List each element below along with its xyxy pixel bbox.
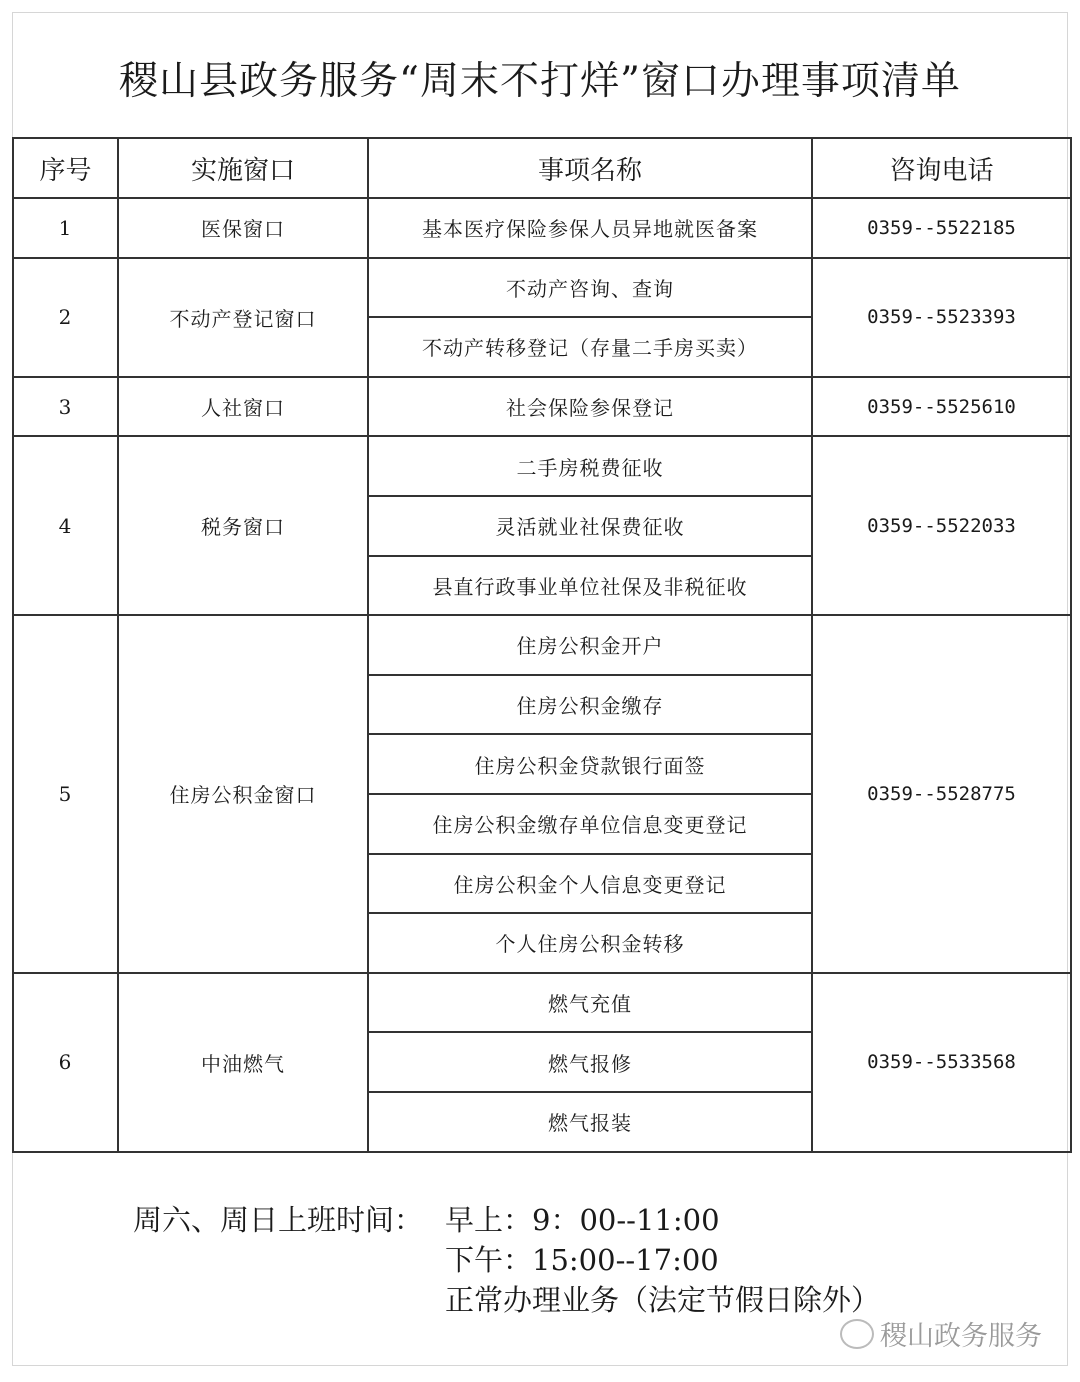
service-window: 中油燃气 xyxy=(118,973,368,1152)
hours-note: 正常办理业务（法定节假日除外） xyxy=(445,1283,881,1317)
service-window: 人社窗口 xyxy=(118,377,368,437)
table-row xyxy=(13,258,1071,318)
service-item: 燃气充值 xyxy=(368,973,812,1033)
service-item: 县直行政事业单位社保及非税征收 xyxy=(368,556,812,616)
service-table xyxy=(12,137,1072,1153)
watermark xyxy=(840,1314,1042,1353)
wechat-icon xyxy=(840,1319,874,1349)
contact-phone: 0359--5523393 xyxy=(812,258,1071,377)
contact-phone: 0359--5525610 xyxy=(812,377,1071,437)
watermark-text: 稷山政务服务 xyxy=(880,1321,1042,1352)
table-header-row xyxy=(13,138,1071,198)
service-item: 住房公积金缴存单位信息变更登记 xyxy=(368,794,812,854)
service-item: 燃气报装 xyxy=(368,1092,812,1152)
service-item: 基本医疗保险参保人员异地就医备案 xyxy=(368,198,812,258)
header-item: 事项名称 xyxy=(368,138,812,198)
service-item: 不动产咨询、查询 xyxy=(368,258,812,318)
table-row xyxy=(13,973,1071,1033)
table-row xyxy=(13,198,1071,258)
contact-phone: 0359--5533568 xyxy=(812,973,1071,1152)
row-number: 3 xyxy=(13,377,118,437)
document-title: 稷山县政务服务“周末不打烊”窗口办理事项清单 xyxy=(119,59,961,104)
contact-phone: 0359--5528775 xyxy=(812,615,1071,973)
header-phone: 咨询电话 xyxy=(812,138,1071,198)
hours-afternoon: 下午：15:00--17:00 xyxy=(445,1243,719,1277)
service-item: 不动产转移登记（存量二手房买卖） xyxy=(368,317,812,377)
service-item: 社会保险参保登记 xyxy=(368,377,812,437)
service-window: 医保窗口 xyxy=(118,198,368,258)
header-window: 实施窗口 xyxy=(118,138,368,198)
service-window: 住房公积金窗口 xyxy=(118,615,368,973)
row-number: 1 xyxy=(13,198,118,258)
service-item: 灵活就业社保费征收 xyxy=(368,496,812,556)
service-window: 不动产登记窗口 xyxy=(118,258,368,377)
table-row xyxy=(13,377,1071,437)
office-hours xyxy=(133,1200,880,1320)
table-row xyxy=(13,436,1071,496)
service-item: 住房公积金贷款银行面签 xyxy=(368,734,812,794)
hours-label: 周六、周日上班时间： xyxy=(133,1203,424,1237)
service-window: 税务窗口 xyxy=(118,436,368,615)
service-item: 燃气报修 xyxy=(368,1032,812,1092)
service-item: 住房公积金缴存 xyxy=(368,675,812,735)
header-no: 序号 xyxy=(13,138,118,198)
service-item: 住房公积金个人信息变更登记 xyxy=(368,854,812,914)
contact-phone: 0359--5522185 xyxy=(812,198,1071,258)
row-number: 2 xyxy=(13,258,118,377)
hours-morning: 早上：9：00--11:00 xyxy=(445,1203,720,1237)
service-item: 个人住房公积金转移 xyxy=(368,913,812,973)
table-row xyxy=(13,615,1071,675)
row-number: 4 xyxy=(13,436,118,615)
contact-phone: 0359--5522033 xyxy=(812,436,1071,615)
row-number: 6 xyxy=(13,973,118,1152)
service-item: 住房公积金开户 xyxy=(368,615,812,675)
row-number: 5 xyxy=(13,615,118,973)
service-item: 二手房税费征收 xyxy=(368,436,812,496)
